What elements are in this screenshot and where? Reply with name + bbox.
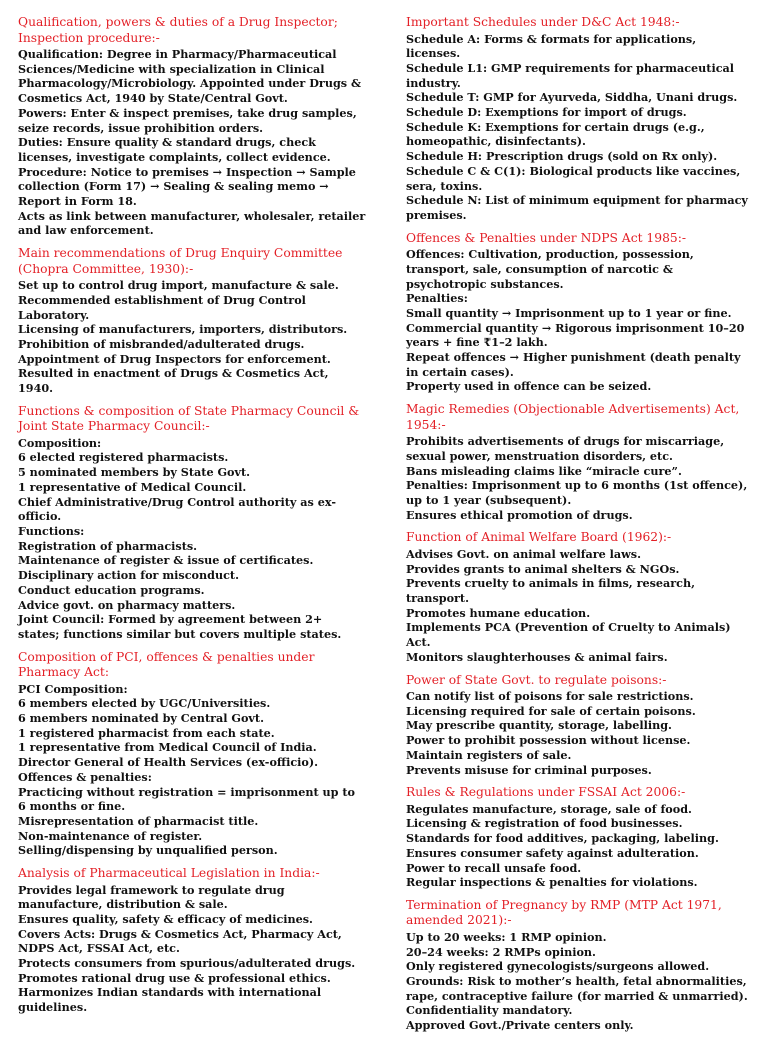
section-ndps-act — [406, 231, 754, 395]
text-line: Schedule K: Exemptions for certain drugs (e.g., homeopathic, disinfectants). — [406, 119, 705, 149]
text-line: Regular inspections & penalties for violations. — [406, 875, 698, 890]
text-line: Repeat offences → Higher punishment (death penalty in certain cases). — [406, 350, 741, 379]
text-line: Selling/dispensing by unqualified person. — [18, 843, 278, 858]
section-mtp-act — [406, 898, 754, 1033]
section-heading: Composition of PCI, offences & penalties under Pharmacy Act: — [18, 649, 315, 680]
text-line: Promotes rational drug use & professional ethics. — [18, 970, 331, 985]
text-line: Recommended establishment of Drug Control Laboratory. — [18, 292, 306, 322]
text-line: Registration of pharmacists. — [18, 538, 198, 553]
text-line: Licensing & registration of food businesses. — [406, 816, 683, 831]
text-line: 1 registered pharmacist from each state. — [18, 725, 275, 740]
text-line: Penalties: — [406, 291, 468, 306]
text-line: Composition: — [18, 435, 102, 450]
text-line: Set up to control drug import, manufacture & sale. — [18, 278, 339, 293]
section-state-pharmacy-council — [18, 404, 366, 642]
text-line: Schedule A: Forms & formats for applications, licenses. — [406, 31, 697, 61]
text-line: Property used in offence can be seized. — [406, 379, 652, 394]
text-line: Qualification: Degree in Pharmacy/Pharmaceutical Sciences/Medicine with specialization in Clinical Pharmacology/Microbiology. Appointed under Drugs & Cosmetics Act, 1940 by State/Central Govt. — [18, 47, 362, 106]
text-line: Resulted in enactment of Drugs & Cosmetics Act, 1940. — [18, 366, 329, 396]
section-heading: Rules & Regulations under FSSAI Act 2006:- — [406, 785, 686, 800]
text-line: Schedule H: Prescription drugs (sold on Rx only). — [406, 149, 718, 164]
text-line: Procedure: Notice to premises → Inspection → Sample collection (Form 17) → Sealing & sealing memo → Report in Form 18. — [18, 164, 356, 209]
text-line: Advice govt. on pharmacy matters. — [18, 597, 236, 612]
section-heading: Functions & composition of State Pharmacy Council & Joint State Pharmacy Council:- — [18, 403, 360, 434]
text-line: Prevents cruelty to animals in films, research, transport. — [406, 576, 695, 605]
text-line: Advises Govt. on animal welfare laws. — [406, 546, 641, 561]
text-line: Regulates manufacture, storage, sale of food. — [406, 801, 692, 816]
text-line: Powers: Enter & inspect premises, take drug samples, seize records, issue prohibition orders. — [18, 105, 357, 135]
section-heading: Analysis of Pharmaceutical Legislation in India:- — [18, 866, 320, 881]
section-heading: Qualification, powers & duties of a Drug Inspector; Inspection procedure:- — [18, 15, 338, 45]
text-line: Acts as link between manufacturer, wholesaler, retailer and law enforcement. — [18, 208, 366, 238]
text-line: Monitors slaughterhouses & animal fairs. — [406, 649, 668, 664]
text-line: Director General of Health Services (ex-officio). — [18, 755, 319, 770]
text-line: Conduct education programs. — [18, 582, 205, 597]
text-line: 5 nominated members by State Govt. — [18, 465, 251, 480]
text-line: Chief Administrative/Drug Control authority as ex-officio. — [18, 494, 336, 524]
text-line: Up to 20 weeks: 1 RMP opinion. — [406, 929, 607, 944]
text-line: 1 representative from Medical Council of India. — [18, 740, 317, 755]
section-heading: Important Schedules under D&C Act 1948:- — [406, 15, 680, 29]
text-line: Approved Govt./Private centers only. — [406, 1018, 634, 1033]
text-line: Disciplinary action for misconduct. — [18, 568, 239, 583]
left-column — [18, 15, 366, 1023]
text-line: Ensures consumer safety against adulteration. — [406, 845, 699, 860]
text-line: Practicing without registration = imprisonment up to 6 months or fine. — [18, 784, 355, 814]
section-chopra-committee — [18, 246, 366, 396]
text-line: Maintain registers of sale. — [406, 747, 572, 762]
text-line: Bans misleading claims like “miracle cure”. — [406, 463, 682, 478]
text-line: Small quantity → Imprisonment up to 1 year or fine. — [406, 305, 732, 320]
text-line: Protects consumers from spurious/adulterated drugs. — [18, 956, 356, 971]
text-line: 6 members nominated by Central Govt. — [18, 711, 264, 726]
text-line: 6 elected registered pharmacists. — [18, 450, 229, 465]
text-line: Only registered gynecologists/surgeons allowed. — [406, 959, 710, 974]
text-line: 1 representative of Medical Council. — [18, 479, 247, 494]
text-line: Offences: Cultivation, production, possession, transport, sale, consumption of narcotic & psychotropic substances. — [406, 247, 694, 291]
right-column — [406, 15, 754, 1041]
text-line: Schedule L1: GMP requirements for pharmaceutical industry. — [406, 60, 735, 90]
text-line: Misrepresentation of pharmacist title. — [18, 813, 259, 828]
text-line: Confidentiality mandatory. — [406, 1003, 573, 1018]
section-poison-regulation — [406, 673, 754, 778]
section-animal-welfare-board — [406, 530, 754, 664]
text-line: Schedule C & C(1): Biological products like vaccines, sera, toxins. — [406, 163, 741, 193]
section-heading: Function of Animal Welfare Board (1962):- — [406, 530, 672, 545]
text-line: May prescribe quantity, storage, labelling. — [406, 718, 672, 733]
text-line: Schedule D: Exemptions for import of drugs. — [406, 105, 687, 120]
section-heading: Power of State Govt. to regulate poisons:- — [406, 672, 667, 687]
text-line: Prevents misuse for criminal purposes. — [406, 762, 652, 777]
text-line: Appointment of Drug Inspectors for enforcement. — [18, 351, 331, 366]
text-line: Grounds: Risk to mother’s health, fetal abnormalities, rape, contraceptive failure (for married & unmarried). — [406, 974, 748, 1003]
section-drug-inspector — [18, 15, 366, 238]
text-line: 6 members elected by UGC/Universities. — [18, 696, 271, 711]
text-line: Non-maintenance of register. — [18, 828, 203, 843]
text-line: Prohibits advertisements of drugs for miscarriage, sexual power, menstruation disorders, etc. — [406, 434, 725, 463]
section-heading: Main recommendations of Drug Enquiry Committee (Chopra Committee, 1930):- — [18, 246, 343, 276]
section-heading: Termination of Pregnancy by RMP (MTP Act 1971, amended 2021):- — [406, 897, 722, 928]
text-line: Penalties: Imprisonment up to 6 months (1st offence), up to 1 year (subsequent). — [406, 478, 748, 507]
section-pci-composition — [18, 650, 366, 858]
text-line: Ensures ethical promotion of drugs. — [406, 507, 633, 522]
section-magic-remedies-act — [406, 402, 754, 522]
text-line: Implements PCA (Prevention of Cruelty to Animals) Act. — [406, 620, 731, 650]
text-line: Duties: Ensure quality & standard drugs, check licenses, investigate complaints, collect evidence. — [18, 135, 331, 164]
text-line: Power to recall unsafe food. — [406, 860, 582, 875]
text-line: Joint Council: Formed by agreement between 2+ states; functions similar but covers multiple states. — [18, 612, 342, 641]
section-heading: Offences & Penalties under NDPS Act 1985:- — [406, 230, 687, 245]
text-line: Ensures quality, safety & efficacy of medicines. — [18, 911, 313, 926]
text-line: Commercial quantity → Rigorous imprisonment 10–20 years + fine ₹1–2 lakh. — [406, 320, 745, 350]
text-line: Offences & penalties: — [18, 769, 152, 784]
text-line: Power to prohibit possession without license. — [406, 733, 691, 748]
text-line: Maintenance of register & issue of certificates. — [18, 553, 314, 568]
text-line: Functions: — [18, 523, 85, 538]
text-line: Harmonizes Indian standards with international guidelines. — [18, 985, 322, 1015]
text-line: 20–24 weeks: 2 RMPs opinion. — [406, 944, 596, 959]
text-line: Promotes humane education. — [406, 605, 591, 620]
text-line: PCI Composition: — [18, 681, 128, 696]
text-line: Provides legal framework to regulate drug manufacture, distribution & sale. — [18, 882, 285, 912]
text-line: Standards for food additives, packaging, labeling. — [406, 831, 719, 846]
text-line: Can notify list of poisons for sale restrictions. — [406, 689, 694, 704]
text-line: Licensing of manufacturers, importers, distributors. — [18, 322, 348, 337]
text-line: Covers Acts: Drugs & Cosmetics Act, Pharmacy Act, NDPS Act, FSSAI Act, etc. — [18, 926, 342, 956]
text-line: Schedule N: List of minimum equipment for pharmacy premises. — [406, 193, 748, 222]
text-line: Schedule T: GMP for Ayurveda, Siddha, Unani drugs. — [406, 90, 738, 105]
text-line: Provides grants to animal shelters & NGOs. — [406, 561, 680, 576]
section-legislation-analysis — [18, 866, 366, 1015]
section-fssai-act — [406, 785, 754, 890]
text-line: Licensing required for sale of certain poisons. — [406, 703, 696, 718]
text-line: Prohibition of misbranded/adulterated drugs. — [18, 336, 305, 351]
section-dc-schedules — [406, 15, 754, 223]
section-heading: Magic Remedies (Objectionable Advertisements) Act, 1954:- — [406, 402, 740, 432]
